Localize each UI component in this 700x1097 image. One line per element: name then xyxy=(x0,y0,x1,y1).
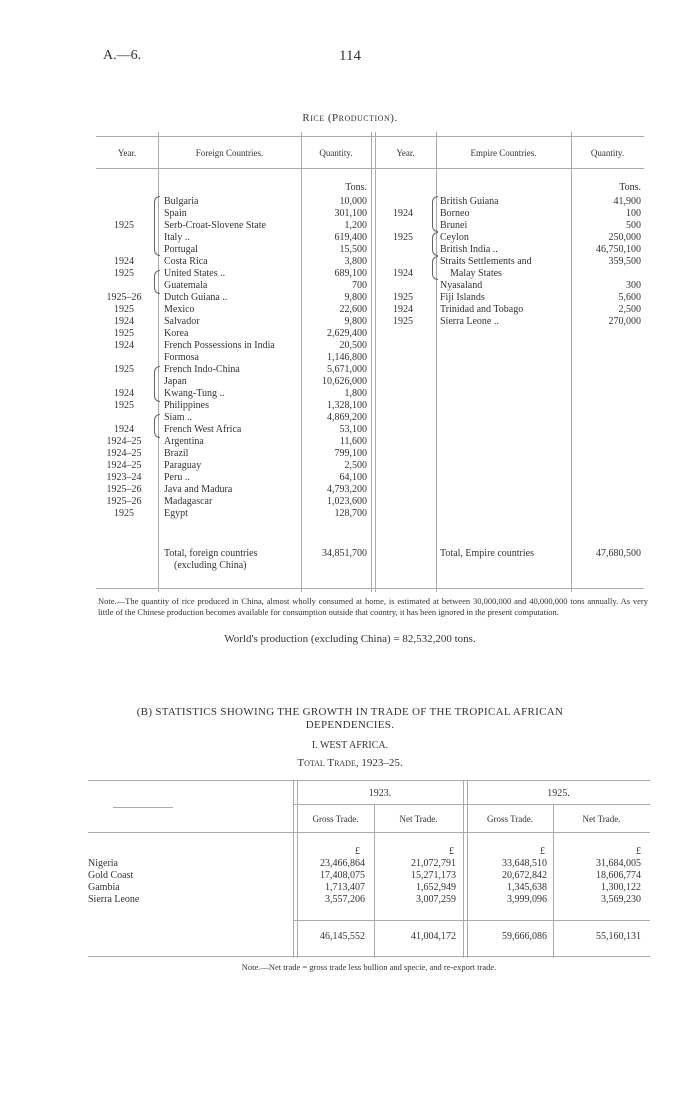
empire-country: Sierra Leone .. xyxy=(440,316,499,327)
empire-country: Trinidad and Tobago xyxy=(440,304,524,315)
empire-qty: 300 xyxy=(626,280,641,291)
foreign-qty: 15,500 xyxy=(339,244,367,255)
total-gross-1923: 46,145,552 xyxy=(320,931,365,942)
foreign-year: 1925 xyxy=(114,268,134,279)
foreign-qty: 5,671,000 xyxy=(327,364,367,375)
foreign-qty: 11,600 xyxy=(339,436,367,447)
trade-country: Nigeria xyxy=(88,858,118,869)
foreign-qty: 22,600 xyxy=(339,304,367,315)
col-header-empire: Empire Countries. xyxy=(470,148,537,158)
world-production: World's production (excluding China) = 82,532,200 tons. xyxy=(224,633,476,645)
brace-empire-1925 xyxy=(432,232,438,256)
empire-qty: 100 xyxy=(626,208,641,219)
col-header-quantity: Quantity. xyxy=(319,148,353,158)
foreign-year: 1925 xyxy=(114,328,134,339)
empire-year: 1925 xyxy=(393,292,413,303)
foreign-year: 1924 xyxy=(114,388,134,399)
foreign-country: Philippines xyxy=(164,400,210,411)
foreign-year: 1925 xyxy=(114,400,134,411)
document-reference: A.—6. xyxy=(103,48,142,63)
foreign-country: Peru .. xyxy=(164,472,190,483)
gross-1925: 33,648,510 xyxy=(502,858,547,869)
brace-1925 xyxy=(154,196,160,256)
gross-1923: 17,408,075 xyxy=(320,870,365,881)
trade-bottom-rule xyxy=(88,956,650,957)
empire-country: Straits Settlements and xyxy=(440,256,532,267)
total-net-1923: 41,004,172 xyxy=(411,931,456,942)
foreign-year: 1924 xyxy=(114,316,134,327)
net-1923: 15,271,173 xyxy=(411,870,456,881)
brace-1925-d xyxy=(154,414,160,438)
foreign-country: Italy .. xyxy=(164,232,190,243)
trade-divider xyxy=(293,780,294,958)
net-1925: 1,300,122 xyxy=(601,882,641,893)
gross-1923-header: Gross Trade. xyxy=(312,814,359,824)
foreign-country: Korea xyxy=(164,328,189,339)
gross-1925: 3,999,096 xyxy=(507,894,547,905)
net-1923: 3,007,259 xyxy=(416,894,456,905)
foreign-country: Bulgaria xyxy=(164,196,199,207)
foreign-country: Siam .. xyxy=(164,412,193,423)
foreign-country: United States .. xyxy=(164,268,226,279)
empire-qty: 250,000 xyxy=(608,232,641,243)
foreign-qty: 689,100 xyxy=(334,268,367,279)
foreign-qty: 53,100 xyxy=(339,424,367,435)
empire-qty: 270,000 xyxy=(608,316,641,327)
foreign-year: 1924–25 xyxy=(106,436,142,447)
gross-1923: 1,713,407 xyxy=(325,882,365,893)
empire-country: Brunei xyxy=(440,220,468,231)
foreign-country: Formosa xyxy=(164,352,199,363)
net-1925: 31,684,005 xyxy=(596,858,641,869)
stub-dash xyxy=(113,807,173,808)
foreign-qty: 700 xyxy=(352,280,367,291)
foreign-qty: 64,100 xyxy=(339,472,367,483)
section-b-title xyxy=(0,706,700,732)
trade-country: Gold Coast xyxy=(88,870,134,881)
foreign-country: French West Africa xyxy=(164,424,242,435)
total-foreign-qty: 34,851,700 xyxy=(322,548,367,559)
net-1923: 21,072,791 xyxy=(411,858,456,869)
foreign-qty: 1,200 xyxy=(344,220,367,231)
foreign-qty: 9,800 xyxy=(344,292,367,303)
empire-year: 1925 xyxy=(393,232,413,243)
foreign-qty: 1,800 xyxy=(344,388,367,399)
empire-country: Malay States xyxy=(450,268,502,279)
empire-country: Fiji Islands xyxy=(440,292,485,303)
col-header-foreign: Foreign Countries. xyxy=(195,148,264,158)
trade-country: Sierra Leone xyxy=(88,894,140,905)
foreign-qty: 9,800 xyxy=(344,316,367,327)
foreign-year: 1923–24 xyxy=(106,472,142,483)
foreign-country: Salvador xyxy=(164,316,200,327)
foreign-qty: 1,328,100 xyxy=(327,400,367,411)
foreign-country: Paraguay xyxy=(164,460,202,471)
brace-empire-1924 xyxy=(432,196,438,232)
rice-note: Note.—The quantity of rice produced in China, almost wholly consumed at home, is estimated at between 30,000,000 and 40,000,000 tons annually. As very little of the Chinese production becomes available for consumption outside that country, it has been ignored in the present computation. xyxy=(98,596,648,617)
trade-year-rule xyxy=(293,804,650,805)
table-header-rule xyxy=(96,168,644,169)
foreign-country: French Possessions in India xyxy=(164,340,275,351)
foreign-year: 1925–26 xyxy=(106,484,142,495)
empire-qty: 2,500 xyxy=(618,304,641,315)
empire-country: Nyasaland xyxy=(440,280,483,291)
foreign-year: 1925–26 xyxy=(106,292,142,303)
gross-1923: 23,466,864 xyxy=(320,858,365,869)
col-divider xyxy=(375,132,376,592)
foreign-qty: 301,100 xyxy=(334,208,367,219)
net-1925: 3,569,230 xyxy=(601,894,641,905)
empire-country: Borneo xyxy=(440,208,470,219)
year-1925-header: 1925. xyxy=(547,788,570,799)
brace-1925-c xyxy=(154,366,160,402)
foreign-qty: 10,626,000 xyxy=(322,376,367,387)
foreign-year: 1925 xyxy=(114,508,134,519)
currency-3: £ xyxy=(540,846,545,857)
foreign-qty: 4,869,200 xyxy=(327,412,367,423)
total-net-1925: 55,160,131 xyxy=(596,931,641,942)
foreign-year: 1925–26 xyxy=(106,496,142,507)
gross-1925-header: Gross Trade. xyxy=(486,814,533,824)
brace-empire-1924-b xyxy=(432,256,438,280)
section-b-title-line2: DEPENDENCIES. xyxy=(305,719,395,731)
foreign-country: Serb-Croat-Slovene State xyxy=(164,220,266,231)
net-1925: 18,606,774 xyxy=(596,870,641,881)
foreign-qty: 20,500 xyxy=(339,340,367,351)
empire-country: British Guiana xyxy=(440,196,499,207)
empire-year: 1924 xyxy=(393,268,413,279)
empire-country: British India .. xyxy=(440,244,498,255)
foreign-country: Costa Rica xyxy=(164,256,208,267)
foreign-year: 1924 xyxy=(114,340,134,351)
trade-total-rule xyxy=(293,920,650,921)
net-1923-header: Net Trade. xyxy=(399,814,438,824)
trade-table xyxy=(88,780,650,958)
trade-top-rule xyxy=(88,780,650,781)
total-gross-1925: 59,666,086 xyxy=(502,931,547,942)
foreign-country: Japan xyxy=(164,376,187,387)
west-africa-subtitle: I. WEST AFRICA. xyxy=(311,740,389,751)
foreign-qty: 1,023,600 xyxy=(327,496,367,507)
foreign-year: 1924–25 xyxy=(106,448,142,459)
foreign-country: Kwang-Tung .. xyxy=(164,388,225,399)
empire-country: Ceylon xyxy=(440,232,469,243)
col-header-quantity-2: Quantity. xyxy=(590,148,625,158)
empire-year: 1925 xyxy=(393,316,413,327)
trade-header-rule xyxy=(88,832,650,833)
col-divider xyxy=(371,132,372,592)
section-b-title-line1: (B) STATISTICS SHOWING THE GROWTH IN TRADE OF THE TROPICAL AFRICAN xyxy=(136,706,564,718)
gross-1925: 1,345,638 xyxy=(507,882,547,893)
currency-4: £ xyxy=(636,846,641,857)
table-bottom-rule xyxy=(96,588,644,589)
col-header-year: Year. xyxy=(117,148,137,158)
trade-table-title: Total Trade, 1923–25. xyxy=(297,757,403,769)
foreign-year: 1925 xyxy=(114,364,134,375)
page-number: 114 xyxy=(339,48,361,64)
foreign-qty: 2,629,400 xyxy=(327,328,367,339)
net-1923: 1,652,949 xyxy=(416,882,456,893)
empire-qty: 5,600 xyxy=(618,292,641,303)
trade-country: Gambia xyxy=(88,882,120,893)
trade-divider xyxy=(463,780,464,958)
foreign-year: 1924 xyxy=(114,256,134,267)
foreign-qty: 2,500 xyxy=(344,460,367,471)
total-empire-label: Total, Empire countries xyxy=(440,548,534,559)
foreign-country: Mexico xyxy=(164,304,195,315)
empire-year: 1924 xyxy=(393,304,413,315)
net-1925-header: Net Trade. xyxy=(582,814,621,824)
foreign-country: French Indo-China xyxy=(164,364,240,375)
foreign-qty: 1,146,800 xyxy=(327,352,367,363)
foreign-qty: 619,400 xyxy=(334,232,367,243)
foreign-qty: 3,800 xyxy=(344,256,367,267)
foreign-country: Argentina xyxy=(164,436,204,447)
unit-tons: Tons. xyxy=(345,182,367,193)
col-header-year-2: Year. xyxy=(396,148,415,158)
unit-tons-2: Tons. xyxy=(619,182,641,193)
foreign-qty: 799,100 xyxy=(334,448,367,459)
currency-2: £ xyxy=(449,846,454,857)
gross-1925: 20,672,842 xyxy=(502,870,547,881)
year-1923-header: 1923. xyxy=(368,788,392,799)
foreign-year: 1924 xyxy=(114,424,134,435)
foreign-year: 1924–25 xyxy=(106,460,142,471)
brace-1925-b xyxy=(154,270,160,294)
empire-qty: 500 xyxy=(626,220,641,231)
foreign-country: Dutch Guiana .. xyxy=(164,292,228,303)
total-empire-qty: 47,680,500 xyxy=(596,548,641,559)
foreign-year: 1925 xyxy=(114,220,134,231)
empire-qty: 359,500 xyxy=(608,256,641,267)
currency-1: £ xyxy=(355,846,360,857)
foreign-country: Portugal xyxy=(164,244,198,255)
foreign-country: Java and Madura xyxy=(164,484,233,495)
foreign-country: Madagascar xyxy=(164,496,213,507)
foreign-qty: 128,700 xyxy=(334,508,367,519)
trade-note: Note.—Net trade = gross trade less bullion and specie, and re-export trade. xyxy=(241,962,497,972)
rice-table-title: Rice (Production). xyxy=(302,112,398,124)
empire-qty: 46,750,100 xyxy=(596,244,641,255)
total-foreign-label-1: Total, foreign countries xyxy=(164,548,258,559)
total-foreign-label-2: (excluding China) xyxy=(174,560,247,571)
rice-production-table xyxy=(96,132,644,592)
foreign-country: Spain xyxy=(164,208,187,219)
empire-year: 1924 xyxy=(393,208,413,219)
foreign-qty: 10,000 xyxy=(339,196,367,207)
foreign-country: Brazil xyxy=(164,448,189,459)
table-top-rule xyxy=(96,136,644,137)
foreign-qty: 4,793,200 xyxy=(327,484,367,495)
foreign-country: Egypt xyxy=(164,508,188,519)
foreign-country: Guatemala xyxy=(164,280,208,291)
gross-1923: 3,557,206 xyxy=(325,894,365,905)
foreign-year: 1925 xyxy=(114,304,134,315)
empire-qty: 41,900 xyxy=(613,196,641,207)
